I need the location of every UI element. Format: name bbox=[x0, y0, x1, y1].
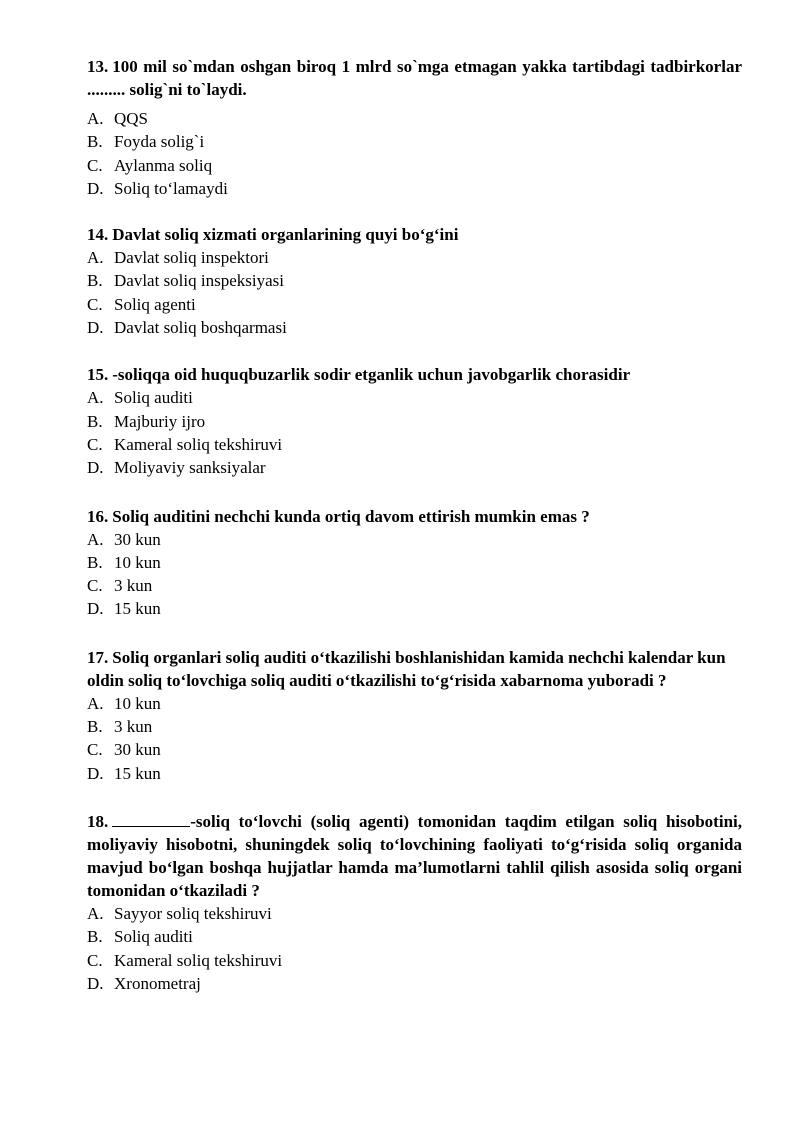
option-c bbox=[87, 738, 742, 761]
option-letter: D. bbox=[87, 318, 104, 338]
option-text: 15 kun bbox=[114, 763, 161, 783]
option-d bbox=[87, 316, 742, 339]
option-a bbox=[87, 246, 742, 269]
question-text bbox=[87, 810, 742, 902]
answer-options bbox=[87, 386, 742, 479]
option-text: Kameral soliq tekshiruvi bbox=[114, 950, 283, 970]
option-letter: C. bbox=[87, 434, 103, 454]
question-number: 15. bbox=[87, 365, 109, 385]
option-text: 10 kun bbox=[114, 552, 161, 572]
option-letter: D. bbox=[87, 599, 104, 619]
question-16 bbox=[87, 505, 742, 621]
option-text: Sayyor soliq tekshiruvi bbox=[114, 903, 272, 923]
option-text: Davlat soliq inspeksiyasi bbox=[114, 271, 284, 291]
answer-blank bbox=[112, 811, 190, 827]
question-text bbox=[87, 646, 742, 692]
option-c bbox=[87, 293, 742, 316]
option-b bbox=[87, 269, 742, 292]
option-a bbox=[87, 107, 742, 130]
option-letter: A. bbox=[87, 529, 104, 549]
question-body: -soliqqa oid huquqbuzarlik sodir etganlik uchun javobgarlik chorasidir bbox=[112, 365, 631, 385]
option-text: Davlat soliq boshqarmasi bbox=[114, 318, 287, 338]
question-body: Soliq organlari soliq auditi o‘tkazilishi boshlanishidan kamida nechchi kalendar kun oldin soliq to‘lovchiga soliq auditi o‘tkazilishi to‘g‘risida xabarnoma yuboradi ? bbox=[87, 647, 726, 690]
question-number: 14. bbox=[87, 225, 109, 245]
option-text: Soliq auditi bbox=[114, 388, 193, 408]
option-text: Davlat soliq inspektori bbox=[114, 248, 269, 268]
question-number: 17. bbox=[87, 647, 109, 667]
option-d bbox=[87, 177, 742, 200]
option-text: Majburiy ijro bbox=[114, 411, 206, 431]
option-a bbox=[87, 528, 742, 551]
question-text bbox=[87, 223, 742, 246]
option-a bbox=[87, 692, 742, 715]
option-b bbox=[87, 130, 742, 153]
option-c bbox=[87, 949, 742, 972]
option-d bbox=[87, 762, 742, 785]
question-body: 100 mil so`mdan oshgan biroq 1 mlrd so`mga etmagan yakka tartibdagi tadbirkorlar ......... solig`ni to`laydi. bbox=[87, 57, 742, 99]
option-letter: D. bbox=[87, 973, 104, 993]
option-letter: D. bbox=[87, 178, 104, 198]
question-text bbox=[87, 55, 742, 101]
option-c bbox=[87, 154, 742, 177]
option-letter: A. bbox=[87, 903, 104, 923]
answer-options bbox=[87, 692, 742, 785]
option-letter: C. bbox=[87, 740, 103, 760]
option-text: Aylanma soliq bbox=[114, 155, 213, 175]
option-text: Moliyaviy sanksiyalar bbox=[114, 458, 266, 478]
question-body: -soliq to‘lovchi (soliq agenti) tomonidan taqdim etilgan soliq hisobotini, moliyaviy hisobotni, shuningdek soliq to‘lovchining faoliyati to‘g‘risida soliq organida mavjud bo‘lgan boshqa hujjatlar hamda ma’lumotlarni tahlil qilish asosida soliq organi tomonidan o‘tkaziladi ? bbox=[87, 811, 742, 900]
option-c bbox=[87, 433, 742, 456]
answer-options bbox=[87, 902, 742, 995]
option-letter: C. bbox=[87, 576, 103, 596]
question-17 bbox=[87, 646, 742, 785]
question-13 bbox=[87, 55, 742, 200]
option-d bbox=[87, 597, 742, 620]
option-d bbox=[87, 972, 742, 995]
option-text: Foyda solig`i bbox=[114, 132, 205, 152]
option-b bbox=[87, 551, 742, 574]
option-c bbox=[87, 574, 742, 597]
question-text bbox=[87, 505, 742, 528]
question-18 bbox=[87, 810, 742, 995]
option-letter: D. bbox=[87, 458, 104, 478]
question-body: Soliq auditini nechchi kunda ortiq davom ettirish mumkin emas ? bbox=[112, 506, 590, 526]
option-letter: B. bbox=[87, 927, 103, 947]
option-text: 15 kun bbox=[114, 599, 161, 619]
question-body: Davlat soliq xizmati organlarining quyi bo‘g‘ini bbox=[112, 225, 459, 245]
option-letter: A. bbox=[87, 388, 104, 408]
option-letter: C. bbox=[87, 950, 103, 970]
option-text: Soliq agenti bbox=[114, 294, 196, 314]
option-text: Kameral soliq tekshiruvi bbox=[114, 434, 283, 454]
option-text: 30 kun bbox=[114, 529, 161, 549]
question-number: 16. bbox=[87, 506, 109, 526]
option-b bbox=[87, 410, 742, 433]
document-page bbox=[87, 55, 742, 995]
answer-options bbox=[87, 528, 742, 621]
option-letter: B. bbox=[87, 717, 103, 737]
option-letter: C. bbox=[87, 155, 103, 175]
answer-options bbox=[87, 246, 742, 339]
question-15 bbox=[87, 363, 742, 479]
option-text: Soliq auditi bbox=[114, 927, 193, 947]
question-14 bbox=[87, 223, 742, 339]
question-number: 13. bbox=[87, 57, 109, 76]
option-letter: B. bbox=[87, 411, 103, 431]
option-letter: C. bbox=[87, 294, 103, 314]
option-letter: B. bbox=[87, 552, 103, 572]
option-b bbox=[87, 715, 742, 738]
answer-options bbox=[87, 107, 742, 200]
option-a bbox=[87, 902, 742, 925]
option-text: Xronometraj bbox=[114, 973, 201, 993]
option-b bbox=[87, 925, 742, 948]
option-text: 3 kun bbox=[114, 576, 153, 596]
option-text: 30 kun bbox=[114, 740, 161, 760]
option-letter: B. bbox=[87, 271, 103, 291]
question-text bbox=[87, 363, 742, 386]
option-letter: D. bbox=[87, 763, 104, 783]
option-text: 10 kun bbox=[114, 693, 161, 713]
option-letter: B. bbox=[87, 132, 103, 152]
option-text: 3 kun bbox=[114, 717, 153, 737]
option-letter: A. bbox=[87, 248, 104, 268]
question-number: 18. bbox=[87, 811, 109, 831]
option-letter: A. bbox=[87, 109, 104, 128]
option-text: Soliq to‘lamaydi bbox=[114, 178, 228, 198]
option-a bbox=[87, 386, 742, 409]
option-d bbox=[87, 456, 742, 479]
option-text: QQS bbox=[114, 109, 149, 128]
option-letter: A. bbox=[87, 693, 104, 713]
